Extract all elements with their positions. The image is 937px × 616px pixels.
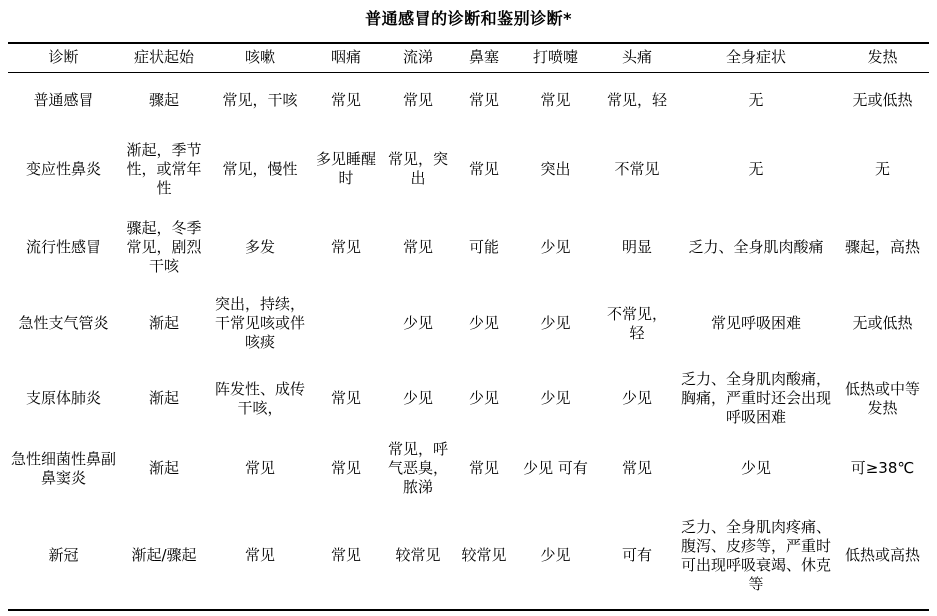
table-cell: 乏力、全身肌肉酸痛，胸痛，严重时还会出现呼吸困难: [680, 370, 831, 426]
table-row-common-cold: [8, 72, 929, 129]
table-cell: 无或低热: [852, 314, 913, 332]
table-cell: 可有: [621, 546, 652, 564]
table-cell: 突出: [540, 159, 571, 178]
header-cell-sore-throat: 咽痛: [330, 48, 361, 66]
table-cell: 少见: [740, 459, 771, 477]
table-header-row: [8, 43, 929, 72]
table-cell: 无: [748, 159, 764, 178]
table-cell: 乏力、全身肌肉酸痛: [688, 238, 824, 256]
table-cell: 常见: [468, 159, 499, 178]
table-cell: 渐起/骤起: [131, 546, 197, 564]
table-cell: 不常见，轻: [606, 304, 667, 342]
table-cell: 变应性鼻炎: [25, 159, 101, 178]
table-cell: 渐起: [148, 389, 179, 407]
table-cell: 常见: [330, 459, 361, 477]
table-cell: 多见睡醒时: [315, 150, 376, 187]
table-row-acute-bronchitis: [8, 286, 929, 361]
table-cell: 多发: [244, 238, 275, 256]
table-cell: 少见 可有: [523, 459, 588, 477]
table-cell: 少见: [540, 314, 571, 332]
table-cell: 普通感冒: [33, 91, 94, 109]
table-cell: 明显: [621, 238, 652, 256]
table-cell: 常见: [621, 459, 652, 477]
table-row-allergic-rhinitis: [8, 129, 929, 209]
table-cell: 可能: [468, 238, 499, 256]
table-cell: 渐起: [148, 314, 179, 332]
table-cell: 不常见: [614, 159, 660, 178]
table-cell: 渐起: [148, 459, 179, 477]
table-cell: 常见: [330, 91, 361, 109]
table-cell: 渐起，季节性，或常年性: [126, 140, 202, 197]
header-cell-diagnosis: 诊断: [48, 48, 79, 66]
header-cell-sneezing: 打喷嚏: [532, 48, 578, 66]
table-cell: 少见: [468, 314, 499, 332]
table-cell: 流行性感冒: [25, 238, 101, 256]
table-cell: 常见呼吸困难: [710, 314, 801, 332]
table-cell: 骤起: [148, 91, 179, 109]
header-cell-fever: 发热: [867, 48, 898, 66]
table-cell: 少见: [540, 238, 571, 256]
header-cell-cough: 咳嗽: [244, 48, 275, 66]
table-cell: 骤起，高热: [844, 238, 920, 256]
table-cell: 常见: [468, 91, 499, 109]
table-cell: 无: [874, 159, 890, 178]
page-title: 普通感冒的诊断和鉴别诊断*: [365, 9, 572, 28]
table-cell: 乏力、全身肌肉疼痛、腹泻、皮疹等，严重时可出现呼吸衰竭、休克等: [680, 517, 831, 593]
table-cell: 骤起，冬季常见，剧烈干咳: [126, 219, 202, 275]
table-cell: 少见: [468, 389, 499, 407]
table-cell: 少见: [402, 314, 433, 332]
header-cell-runny-nose: 流涕: [402, 48, 433, 66]
table-cell: 常见: [244, 459, 275, 477]
table-cell: [311, 286, 381, 361]
table-cell: 较常见: [461, 546, 507, 564]
header-cell-headache: 头痛: [621, 48, 652, 66]
table-cell: 低热或高热: [844, 546, 920, 564]
table-cell: 常见: [330, 546, 361, 564]
table-cell: 无: [748, 91, 764, 109]
table-row-covid: [8, 501, 929, 610]
header-cell-systemic-symptoms: 全身症状: [725, 48, 786, 66]
table-cell: 突出，持续，干常见咳或伴咳痰: [214, 295, 305, 351]
table-cell: 可≥38℃: [850, 459, 915, 477]
diagnosis-table: [8, 43, 929, 610]
table-cell: 新冠: [48, 546, 79, 564]
table-cell: 阵发性、成传干咳，: [214, 379, 305, 417]
table-cell: 常见: [330, 238, 361, 256]
table-cell: 常见，慢性: [222, 159, 298, 178]
table-row-bacterial-sinusitis: [8, 436, 929, 501]
table-cell: 急性支气管炎: [18, 314, 109, 332]
table-cell: 急性细菌性鼻副鼻窦炎: [10, 449, 116, 487]
table-cell: 常见: [540, 91, 571, 109]
table-cell: 少见: [402, 389, 433, 407]
table-cell: 常见: [244, 546, 275, 564]
table-cell: 少见: [540, 389, 571, 407]
table-cell: 常见，轻: [606, 91, 667, 109]
table-cell: 常见，突出: [387, 150, 448, 187]
table-cell: 常见，呼气恶臭，脓涕: [387, 440, 448, 496]
table-cell: 少见: [621, 389, 652, 407]
table-row-mycoplasma-pneumonia: [8, 361, 929, 436]
table-cell: 常见: [402, 238, 433, 256]
table-cell: 低热或中等发热: [844, 379, 920, 417]
header-cell-onset: 症状起始: [133, 48, 194, 66]
table-cell: 常见: [330, 389, 361, 407]
table-cell: 无或低热: [852, 91, 913, 109]
table-cell: 较常见: [395, 546, 441, 564]
table-cell: 支原体肺炎: [25, 389, 101, 407]
table-cell: 少见: [540, 546, 571, 564]
table-row-influenza: [8, 209, 929, 286]
header-cell-nasal-congestion: 鼻塞: [468, 48, 499, 66]
table-cell: 常见: [468, 459, 499, 477]
table-cell: 常见，干咳: [222, 91, 298, 109]
table-cell: 常见: [402, 91, 433, 109]
